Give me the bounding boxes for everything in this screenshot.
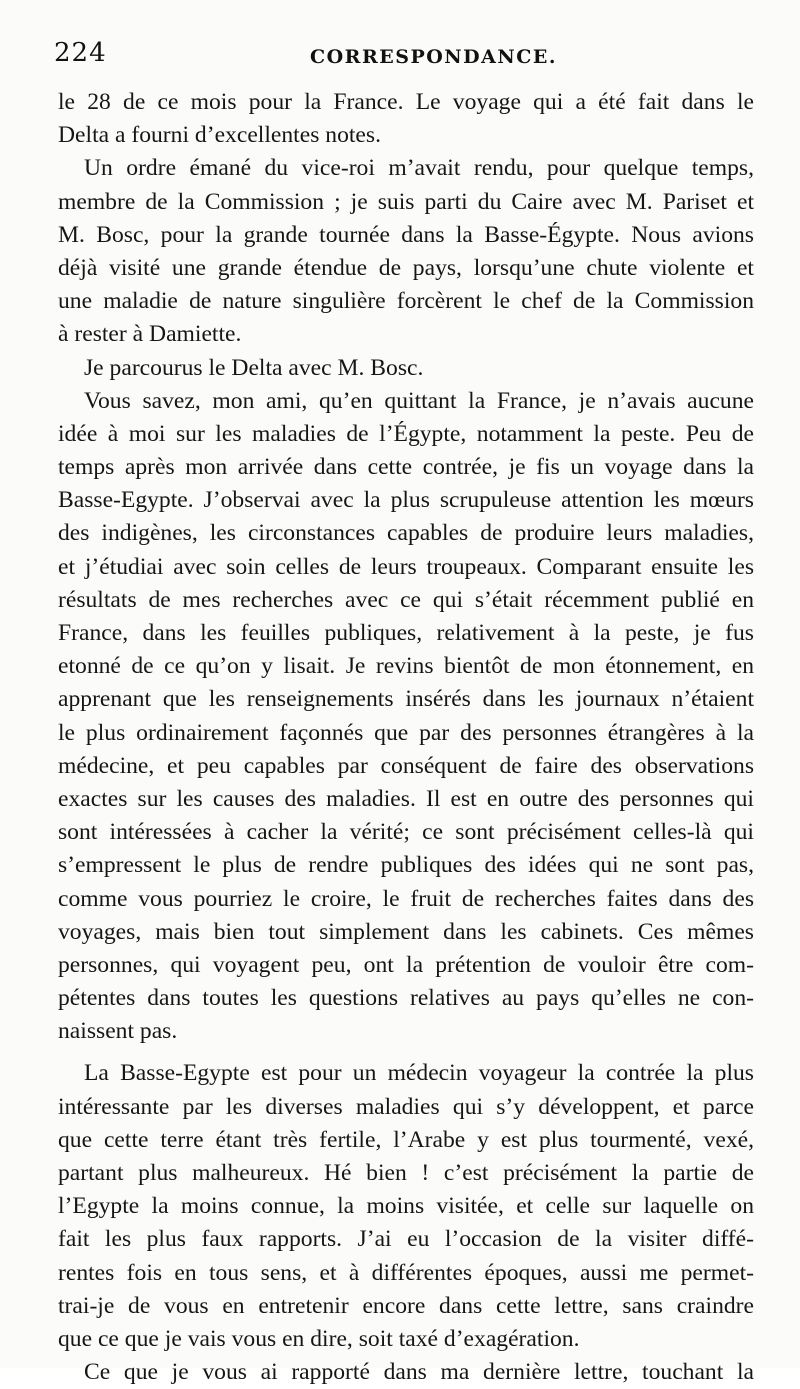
text-line: sont intéressées à cacher la vérité; ce sont précisément celles-là qui [58,819,754,846]
text-line: Delta a fourni d’excellentes notes. [58,122,381,149]
text-line: fait les plus faux rapports. J’ai eu l’occasion de la visiter diffé- [58,1226,754,1253]
text-line: voyages, mais bien tout simplement dans les cabinets. Ces mêmes [58,918,754,945]
text-line: à rester à Damiette. [58,321,242,348]
paragraph [58,86,754,152]
page-number: 224 [54,38,107,68]
text-line: comme vous pourriez le croire, le fruit de recherches faites dans des [58,885,754,912]
text-line: pétentes dans toutes les questions relatives au pays qu’elles ne con- [58,985,754,1012]
text-line: France, dans les feuilles publiques, relativement à la peste, je fus [58,620,754,646]
paragraph [58,1356,754,1389]
text-line: Je parcourus le Delta avec M. Bosc. [84,354,424,381]
text-line: résultats de mes recherches avec ce qui s’était récemment publié en [58,586,754,613]
text-line: exactes sur les causes des maladies. Il est en outre des personnes qui [58,785,754,812]
text-line: que cette terre étant très fertile, l’Arabe y est plus tourmenté, vexé, [58,1126,754,1153]
text-line: etonné de ce qu’on y lisait. Je revins bientôt de mon étonnement, en [58,653,754,680]
running-title: CORRESPONDANCE. [310,46,557,68]
text-line: Ce que je vous ai rapporté dans ma dernière lettre, touchant la [84,1359,754,1386]
paragraph [58,1057,754,1356]
paragraph-gap [58,1048,754,1057]
text-line: rentes fois en tous sens, et à différentes époques, aussi me permet- [58,1259,754,1286]
text-line: partant plus malheureux. Hé bien ! c’est précisément la partie de [58,1160,754,1186]
text-line: que ce que je vais vous en dire, soit taxé d’exagération. [58,1325,580,1352]
text-line: trai-je de vous en entretenir encore dans cette lettre, sans craindre [58,1292,754,1319]
text-line: La Basse-Egypte est pour un médecin voyageur la contrée la plus [84,1060,754,1087]
text-line: l’Egypte la moins connue, la moins visitée, et celle sur laquelle on [58,1193,754,1220]
text-line: temps après mon arrivée dans cette contrée, je fis un voyage dans la [58,454,754,481]
page-header [54,38,762,78]
text-line: intéressante par les diverses maladies qui s’y développent, et parce [58,1093,754,1120]
text-line: médecine, et peu capables par conséquent de faire des observations [58,752,754,779]
text-line: et j’étudiai avec soin celles de leurs troupeaux. Comparant ensuite les [58,553,754,580]
text-line: Un ordre émané du vice-roi m’avait rendu, pour quelque temps, [84,155,754,182]
text-line: personnes, qui voyagent peu, ont la prétention de vouloir être com- [58,951,754,978]
text-line: idée à moi sur les maladies de l’Égypte, notamment la peste. Peu de [58,420,754,447]
text-line: s’empressent le plus de rendre publiques des idées qui ne sont pas, [58,852,754,879]
text-line: Vous savez, mon ami, qu’en quittant la France, je n’avais aucune [84,387,754,414]
text-line: des indigènes, les circonstances capables de produire leurs maladies, [58,520,754,547]
text-line: déjà visité une grande étendue de pays, lorsqu’une chute violente et [58,254,754,281]
text-line: naissent pas. [58,1018,178,1045]
paragraph [58,385,754,1049]
text-line: le plus ordinairement façonnés que par des personnes étrangères à la [58,719,754,746]
paragraph [58,152,754,351]
text-line: M. Bosc, pour la grande tournée dans la Basse-Égypte. Nous avions [58,221,754,248]
paragraph [58,352,754,385]
text-line: membre de la Commission ; je suis parti du Caire avec M. Pariset et [58,188,754,215]
text-line: apprenant que les renseignements insérés dans les journaux n’étaient [58,686,754,713]
text-line: une maladie de nature singulière forcèrent le chef de la Commission [58,288,754,315]
text-line: Basse-Egypte. J’observai avec la plus scrupuleuse attention les mœurs [58,487,754,514]
body-text [58,86,754,1389]
text-line: le 28 de ce mois pour la France. Le voyage qui a été fait dans le [58,89,754,115]
